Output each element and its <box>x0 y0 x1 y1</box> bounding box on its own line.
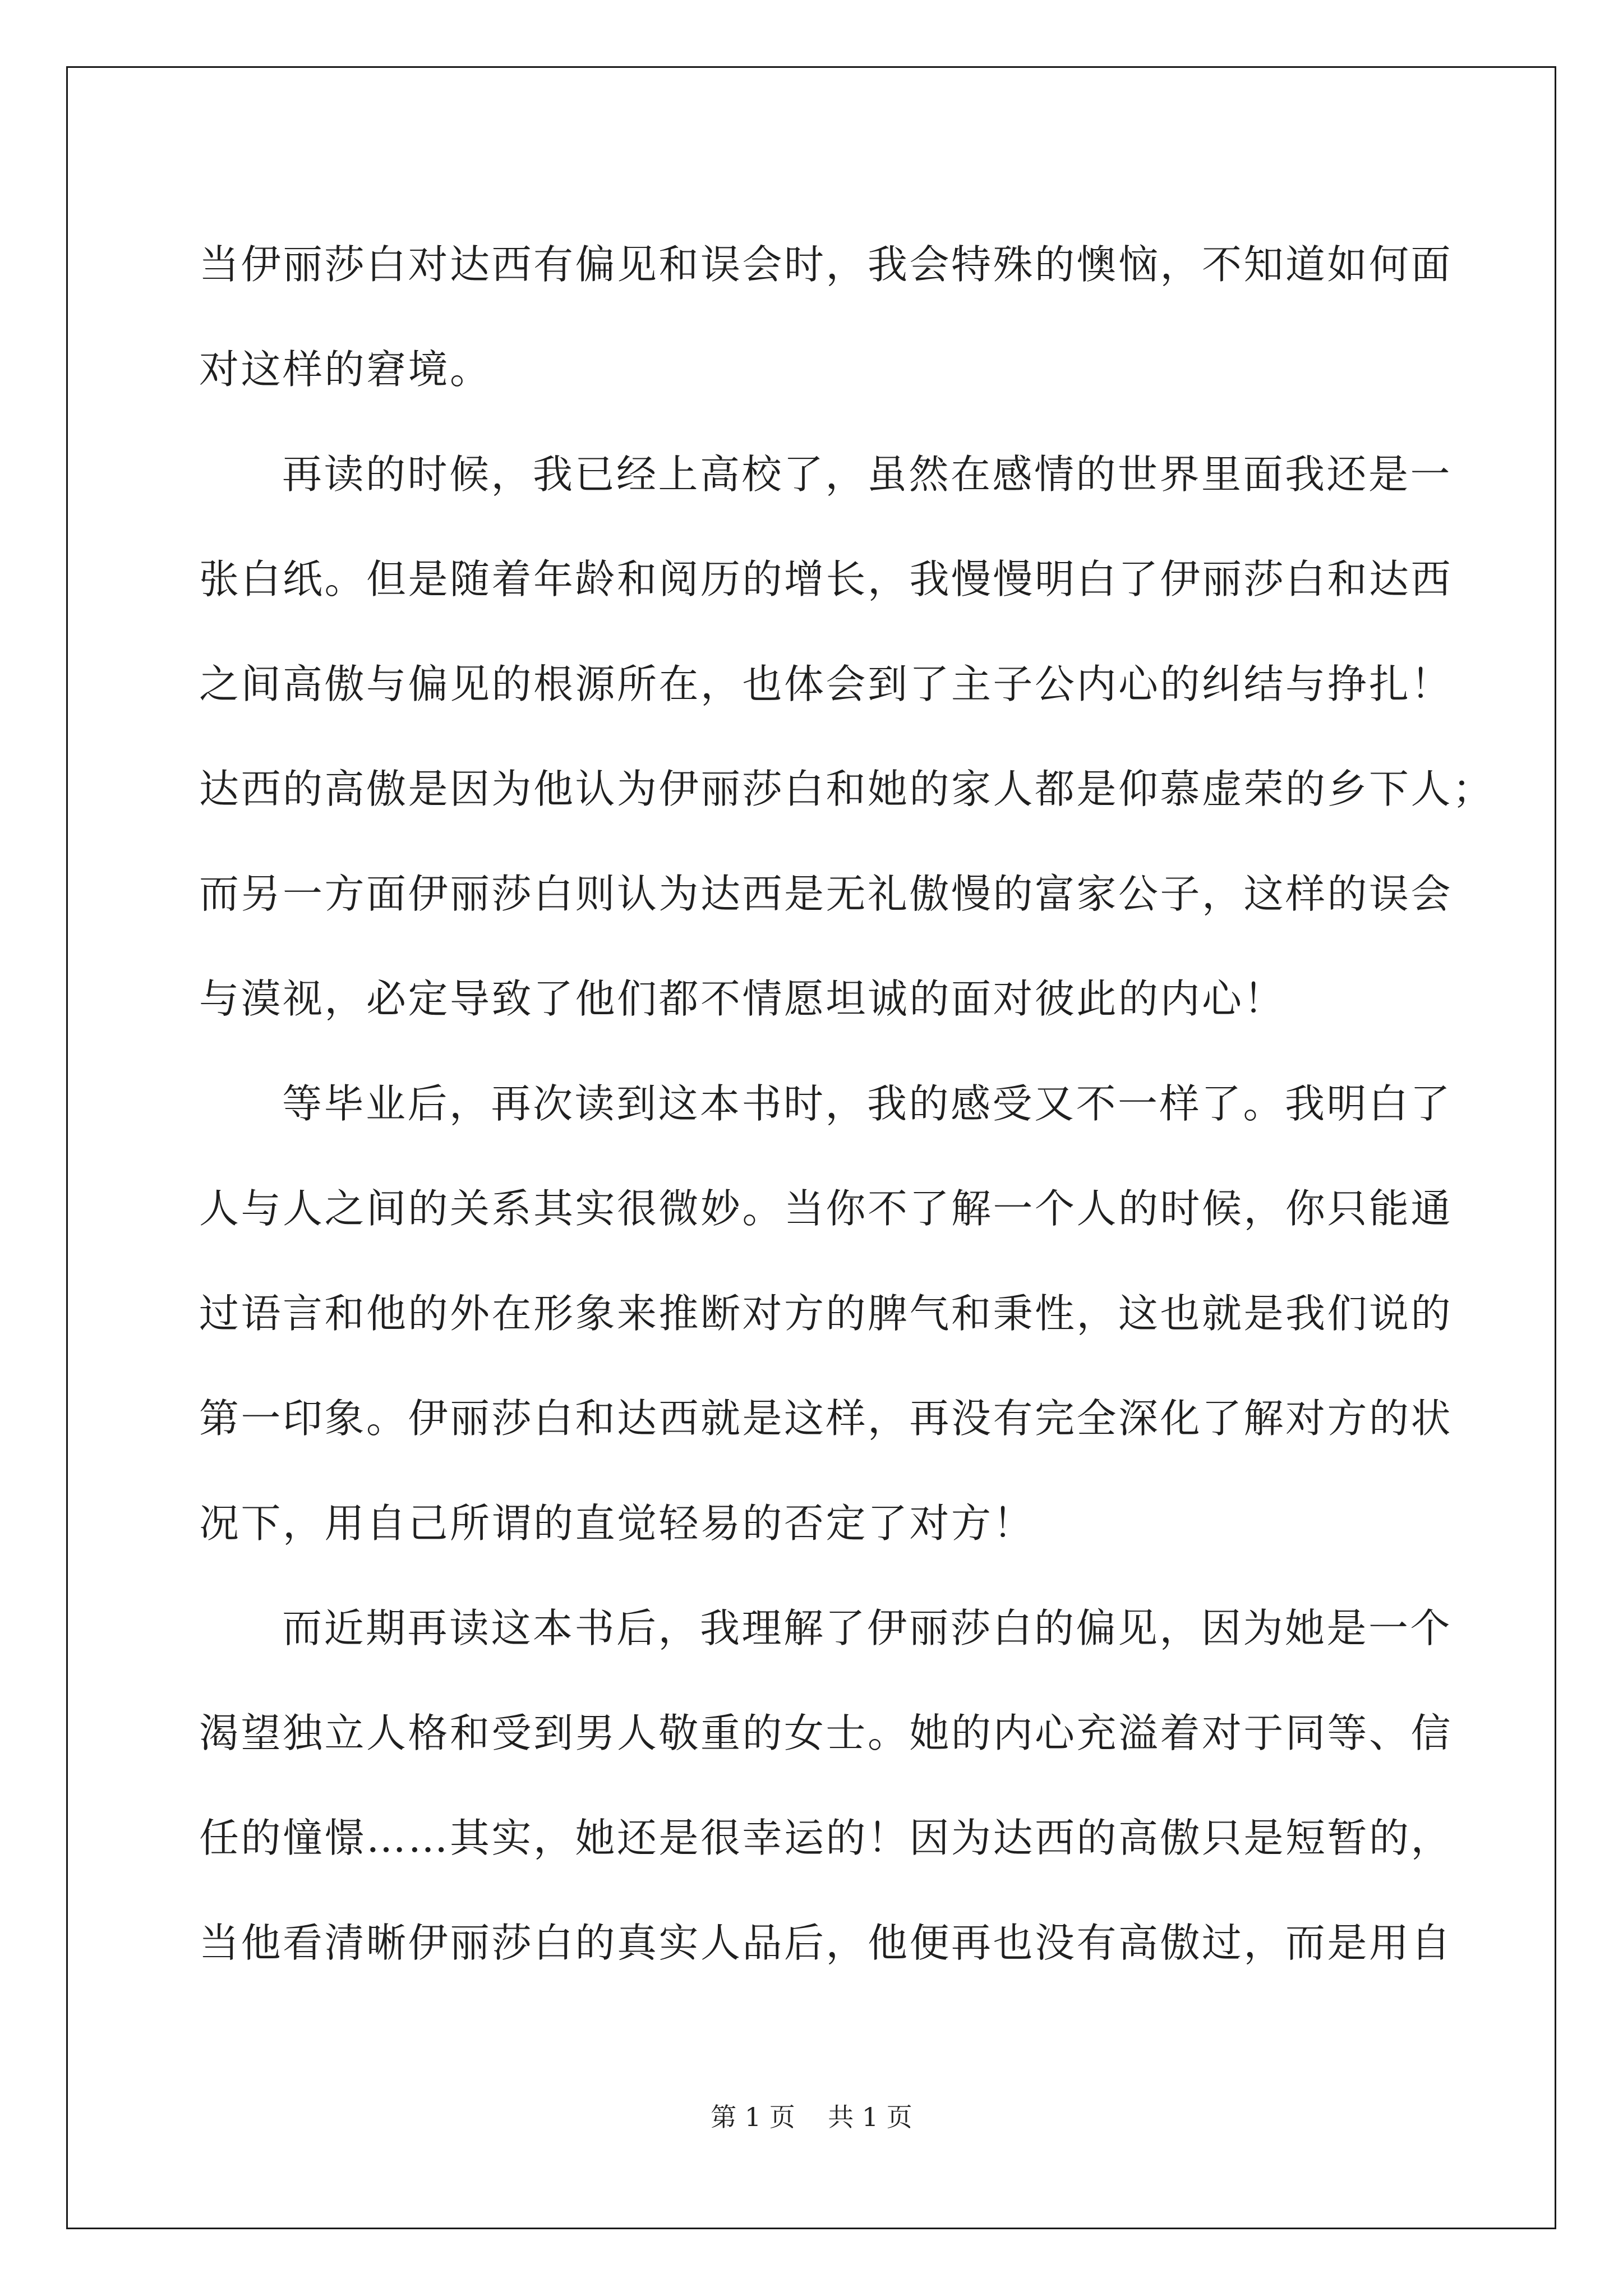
text-line: 再读的时候，我已经上高校了，虽然在感情的世界里面我还是一 <box>282 451 1453 498</box>
text-line: 渴望独立人格和受到男人敬重的女士。她的内心充溢着对于同等、信 <box>199 1710 1453 1756</box>
page-number-footer: 第 1 页 共 1 页 <box>711 2102 912 2132</box>
text-line: 当伊丽莎白对达西有偏见和误会时，我会特殊的懊恼，不知道如何面 <box>199 241 1453 288</box>
text-line: 第一印象。伊丽莎白和达西就是这样，再没有完全深化了解对方的状 <box>199 1395 1453 1442</box>
text-line: 况下，用自己所谓的直觉轻易的否定了对方！ <box>199 1500 1035 1547</box>
text-line: 当他看清晰伊丽莎白的真实人品后，他便再也没有高傲过，而是用自 <box>199 1920 1453 1966</box>
text-line: 而另一方面伊丽莎白则认为达西是无礼傲慢的富家公子，这样的误会 <box>199 871 1453 917</box>
document-body <box>199 212 1495 1995</box>
text-line: 等毕业后，再次读到这本书时，我的感受又不一样了。我明白了 <box>282 1080 1453 1127</box>
text-line: 达西的高傲是因为他认为伊丽莎白和她的家人都是仰慕虚荣的乡下人； <box>199 766 1495 812</box>
text-line: 对这样的窘境。 <box>199 346 492 393</box>
text-line: 与漠视，必定导致了他们都不情愿坦诚的面对彼此的内心！ <box>199 976 1286 1022</box>
text-line: 张白纸。但是随着年龄和阅历的增长，我慢慢明白了伊丽莎白和达西 <box>199 556 1453 602</box>
text-line: 而近期再读这本书后，我理解了伊丽莎白的偏见，因为她是一个 <box>282 1605 1453 1651</box>
text-line: 之间高傲与偏见的根源所在，也体会到了主子公内心的纠结与挣扎！ <box>199 661 1453 707</box>
text-line: 人与人之间的关系其实很微妙。当你不了解一个人的时候，你只能通 <box>199 1185 1453 1232</box>
text-line: 任的憧憬……其实，她还是很幸运的！因为达西的高傲只是短暂的， <box>199 1815 1453 1861</box>
text-line: 过语言和他的外在形象来推断对方的脾气和秉性，这也就是我们说的 <box>199 1290 1453 1337</box>
